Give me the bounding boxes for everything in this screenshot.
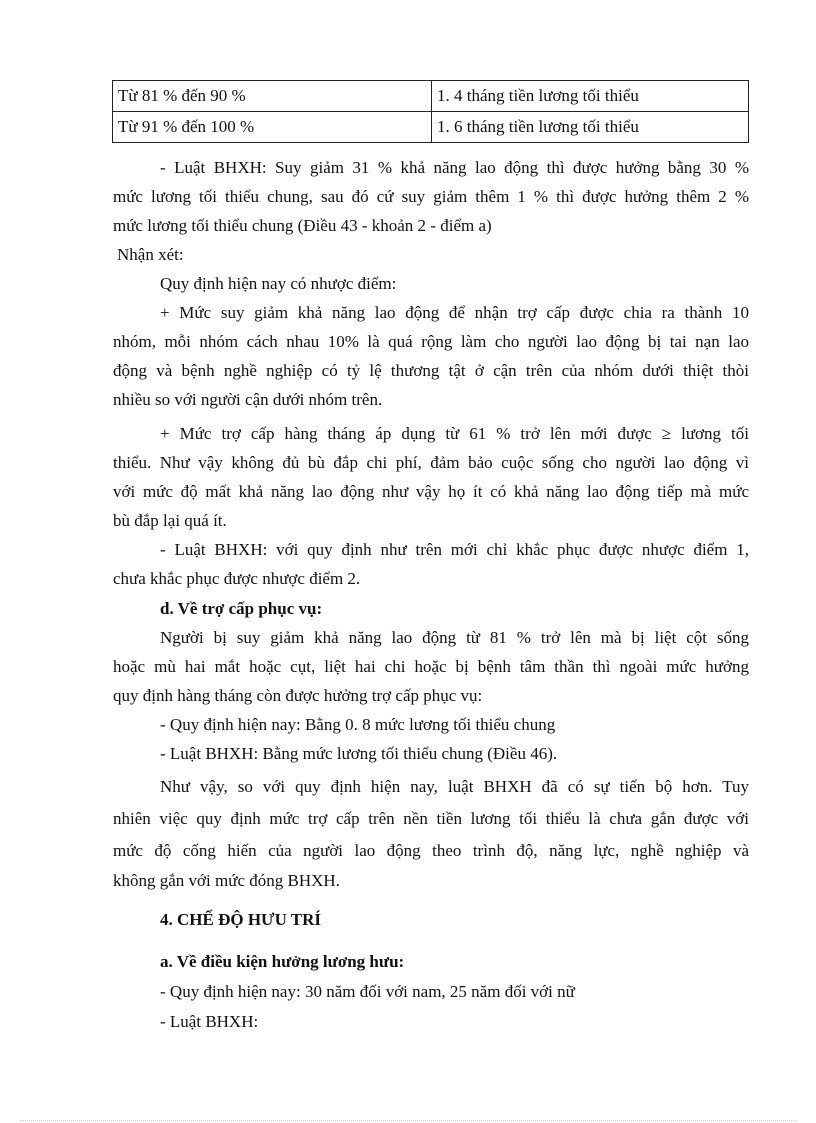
paragraph-line: - Luật BHXH: với quy định như trên mới chỉ khắc phục được nhược điểm 1, (160, 540, 749, 559)
benefit-table (112, 80, 749, 143)
paragraph-line: động và bệnh nghề nghiệp có tỷ lệ thương tật ở cận trên của nhóm dưới thiệt thòi (113, 361, 749, 380)
chapter-heading: 4. CHẾ ĐỘ HƯU TRÍ (160, 910, 322, 929)
benefit-cell: 1. 4 tháng tiền lương tối thiểu (432, 81, 749, 112)
paragraph-line: + Mức suy giảm khả năng lao động để nhận trợ cấp được chia ra thành 10 (160, 303, 749, 322)
paragraph-line: mức lương tối thiểu chung (Điều 43 - khoản 2 - điểm a) (113, 216, 492, 235)
paragraph-line: - Luật BHXH: Bằng mức lương tối thiểu chung (Điều 46). (160, 744, 558, 763)
paragraph-line: hoặc mù hai mắt hoặc cụt, liệt hai chi hoặc bị bệnh tâm thần thì ngoài mức hưởng (113, 657, 749, 676)
paragraph-line: - Luật BHXH: (160, 1012, 259, 1031)
paragraph-line: + Mức trợ cấp hàng tháng áp dụng từ 61 % trở lên mới được ≥ lương tối (160, 424, 749, 443)
range-cell: Từ 91 % đến 100 % (113, 112, 432, 143)
paragraph-line: - Luật BHXH: Suy giảm 31 % khả năng lao động thì được hưởng bằng 30 % (160, 158, 749, 177)
paragraph-line: quy định hàng tháng còn được hưởng trợ cấp phục vụ: (113, 686, 483, 705)
section-heading: d. Về trợ cấp phục vụ: (160, 599, 323, 618)
paragraph-line: thiểu. Như vậy không đủ bù đắp chi phí, đảm bảo cuộc sống cho người lao động vì (113, 453, 749, 472)
table-row (113, 112, 749, 143)
paragraph-line: Quy định hiện nay có nhược điểm: (160, 274, 397, 293)
paragraph-line: mức độ cống hiến của người lao động theo trình độ, năng lực, nghề nghiệp và (113, 841, 749, 860)
range-cell: Từ 81 % đến 90 % (113, 81, 432, 112)
paragraph-line: với mức độ mất khả năng lao động như vậy họ ít có khả năng lao động tiếp mà mức (113, 482, 749, 501)
table-row (113, 81, 749, 112)
paragraph-line: - Quy định hiện nay: 30 năm đối với nam, 25 năm đối với nữ (160, 982, 575, 1001)
paragraph-line: Như vậy, so với quy định hiện nay, luật BHXH đã có sự tiến bộ hơn. Tuy (160, 777, 749, 796)
section-heading: a. Về điều kiện hưởng lương hưu: (160, 952, 405, 971)
paragraph-line: chưa khắc phục được nhược điểm 2. (113, 569, 361, 588)
benefit-cell: 1. 6 tháng tiền lương tối thiểu (432, 112, 749, 143)
paragraph-line: mức lương tối thiểu chung, sau đó cứ suy giảm thêm 1 % thì được hưởng thêm 2 % (113, 187, 749, 206)
paragraph-line: nhóm, mỗi nhóm cách nhau 10% là quá rộng làm cho người lao động bị tai nạn lao (113, 332, 749, 351)
paragraph-line: nhiều so với người cận dưới nhóm trên. (113, 390, 383, 409)
paragraph-line: Người bị suy giảm khả năng lao động từ 81 % trở lên mà bị liệt cột sống (160, 628, 749, 647)
section-label: Nhận xét: (117, 245, 184, 264)
page-bottom-divider (20, 1120, 796, 1121)
paragraph-line: bù đắp lại quá ít. (113, 511, 227, 530)
paragraph-line: - Quy định hiện nay: Bằng 0. 8 mức lương tối thiểu chung (160, 715, 556, 734)
paragraph-line: không gắn với mức đóng BHXH. (113, 871, 340, 890)
paragraph-line: nhiên việc quy định mức trợ cấp trên nền tiền lương tối thiểu là chưa gắn được với (113, 809, 749, 828)
